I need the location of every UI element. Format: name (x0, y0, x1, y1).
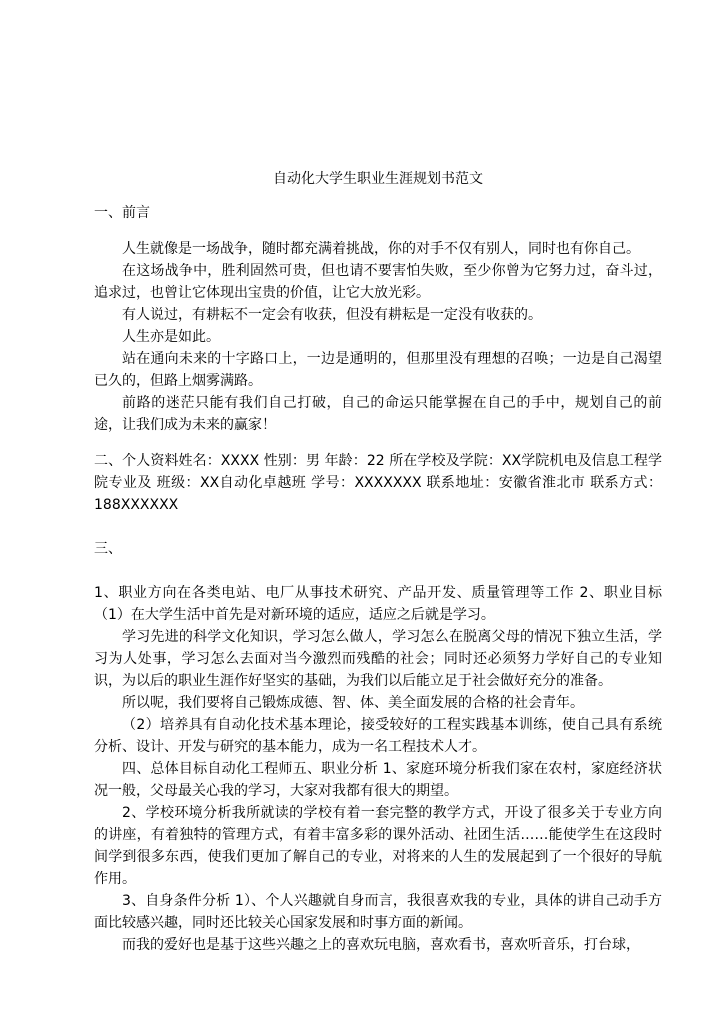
paragraph: 2、学校环境分析我所就读的学校有着一套完整的教学方式，开设了很多关于专业方向的讲座，有着独特的管理方式，有着丰富多彩的课外活动、社团生活……能使学生在这段时间学到很多东西，使我们更加了解自己的专业，对将来的人生的发展起到了一个很好的导航作用。 (94, 805, 662, 887)
section-heading-preface: 一、前言 (94, 205, 150, 221)
spacer (94, 224, 662, 238)
spacer (94, 516, 662, 538)
document-title: 自动化大学生职业生涯规划书范文 (273, 171, 483, 187)
paragraph: 在这场战争中，胜利固然可贵，但也请不要害怕失败，至少你曾为它努力过，奋斗过，追求过，也曾让它体现出宝贵的价值，让它大放光彩。 (94, 263, 662, 301)
spacer (94, 560, 662, 582)
paragraph: 学习先进的科学文化知识，学习怎么做人，学习怎么在脱离父母的情况下独立生活，学习为人处事，学习怎么去面对当今激烈而残酷的社会；同时还必须努力学好自己的专业知识，为以后的职业生涯作好坚实的基础，为我们以后能立足于社会做好充分的准备。 (94, 629, 662, 689)
personal-info-paragraph: 二、个人资料姓名：XXXX 性别：男 年龄：22 所在学校及学院：XX学院机电及信息工程学院专业及 班级：XX自动化卓越班 学号：XXXXXXX 联系地址：安徽省淮北市 联系方式：188XXXXXX (94, 453, 662, 513)
paragraph: 3、自身条件分析 1）、个人兴趣就自身而言，我很喜欢我的专业，具体的讲自己动手方面比较感兴趣，同时还比较关心国家发展和时事方面的新闻。 (94, 893, 662, 931)
paragraph: 前路的迷茫只能有我们自己打破，自己的命运只能掌握在自己的手中，规划自己的前途，让我们成为未来的赢家！ (94, 395, 662, 433)
paragraph: 人生就像是一场战争，随时都充满着挑战，你的对手不仅有别人，同时也有你自己。 (122, 241, 640, 257)
paragraph: 人生亦是如此。 (122, 329, 220, 345)
section-heading-three: 三、 (94, 541, 122, 557)
paragraph: 有人说过，有耕耘不一定会有收获，但没有耕耘是一定没有收获的。 (122, 307, 542, 323)
paragraph: 所以呢，我们要将自己锻炼成德、智、体、美全面发展的合格的社会青年。 (122, 695, 584, 711)
paragraph: 而我的爱好也是基于这些兴趣之上的喜欢玩电脑，喜欢看书，喜欢听音乐，打台球， (122, 937, 640, 953)
spacer (94, 436, 662, 450)
paragraph: 四、总体目标自动化工程师五、职业分析 1、家庭环境分析我们家在农村，家庭经济状况一般，父母最关心我的学习，大家对我都有很大的期望。 (94, 761, 662, 799)
paragraph: 1、职业方向在各类电站、电厂从事技术研究、产品开发、质量管理等工作 2、职业目标（1）在大学生活中首先是对新环境的适应，适应之后就是学习。 (94, 585, 662, 623)
document-page (94, 168, 662, 956)
paragraph: （2）培养具有自动化技术基本理论，接受较好的工程实践基本训练，使自己具有系统分析、设计、开发与研究的基本能力，成为一名工程技术人才。 (94, 717, 662, 755)
paragraph: 站在通向未来的十字路口上，一边是通明的，但那里没有理想的召唤；一边是自己渴望已久的，但路上烟雾满路。 (94, 351, 662, 389)
